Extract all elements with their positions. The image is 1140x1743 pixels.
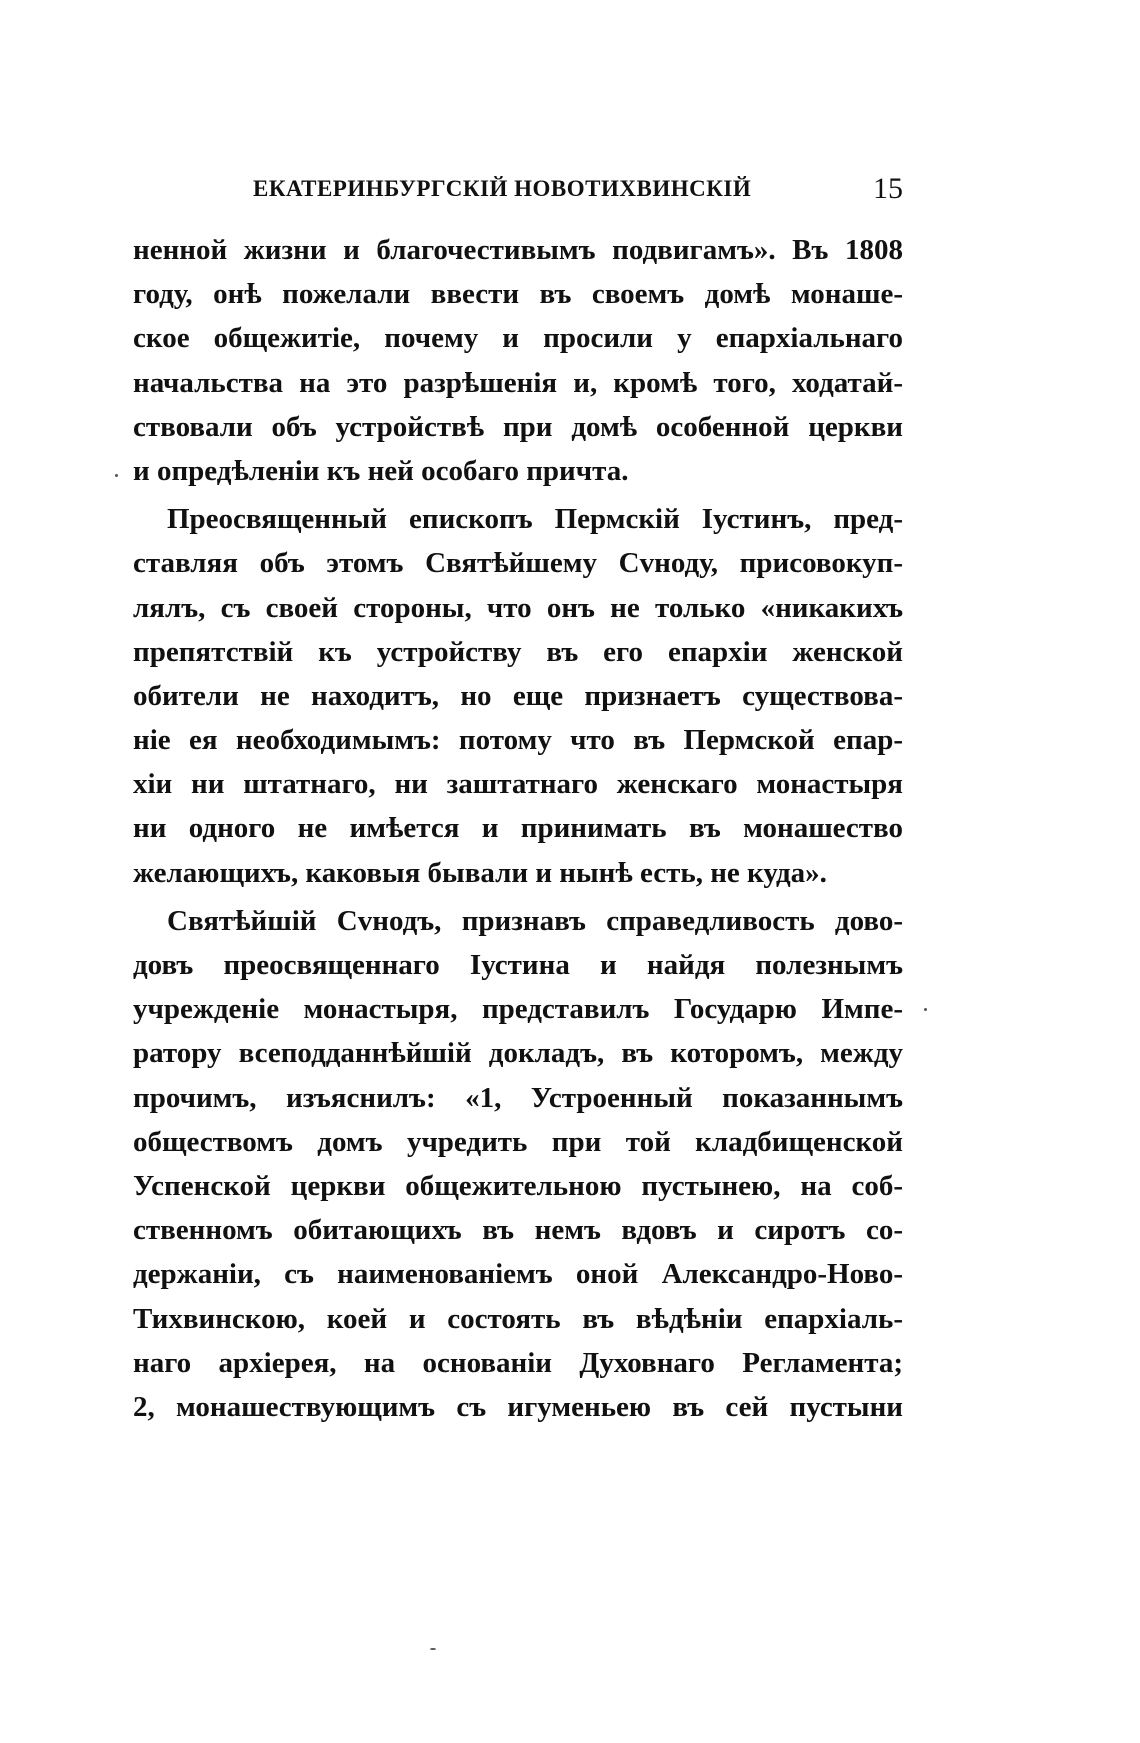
text-line: желающихъ, каковыя бывали и нынѣ есть, не куда». [133, 856, 827, 889]
text-line: ствовали объ устройствѣ при домѣ особенной церкви [133, 410, 903, 443]
text-line: и опредѣленіи къ ней особаго причта. [133, 454, 629, 487]
text-line: препятствій къ устройству въ его епархіи женской [133, 635, 903, 668]
paper-speck [430, 1648, 436, 1650]
text-line: прочимъ, изъяснилъ: «1, Устроенный показаннымъ [133, 1081, 903, 1114]
text-line: Успенской церкви общежительною пустынею, на соб- [133, 1169, 903, 1202]
text-line: ратору всеподданнѣйшій докладъ, въ которомъ, между [133, 1037, 903, 1070]
text-line: хіи ни штатнаго, ни заштатнаго женскаго монастыря [133, 768, 903, 801]
text-line: Святѣйшій Сvнодъ, признавъ справедливость дово- [167, 904, 903, 937]
text-line: Тихвинскою, коей и состоять въ вѣдѣніи епархіаль- [133, 1302, 903, 1335]
paragraph [133, 899, 903, 1429]
text-line: году, онѣ пожелали ввести въ своемъ домѣ монаше- [133, 278, 903, 311]
text-line: 2, монашествующимъ съ игуменьею въ сей пустыни [133, 1390, 903, 1423]
text-line: начальства на это разрѣшенія и, кромѣ того, ходатай- [133, 366, 903, 399]
body-text [133, 228, 903, 1429]
text-line: ненной жизни и благочестивымъ подвигамъ». Въ 1808 [133, 234, 903, 266]
paper-speck [924, 1008, 927, 1011]
paper-speck [115, 474, 118, 477]
running-head [133, 172, 903, 212]
text-line: ственномъ обитающихъ въ немъ вдовъ и сиротъ со- [133, 1214, 903, 1247]
paragraph [133, 497, 903, 895]
text-line: держаніи, съ наименованіемъ оной Александро-Ново- [133, 1258, 903, 1291]
text-line: обители не находитъ, но еще признаетъ существова- [133, 679, 903, 712]
running-title: ЕКАТЕРИНБУРГСКІЙ НОВОТИХВИНСКІЙ [253, 176, 752, 201]
text-line: ніе ея необходимымъ: потому что въ Пермской епар- [133, 724, 903, 757]
text-line: Преосвященный епископъ Пермскій Іустинъ, пред- [167, 503, 903, 536]
text-line: ское общежитіе, почему и просили у епархіальнаго [133, 322, 903, 355]
text-line: ставляя объ этомъ Святѣйшему Сvноду, присовокуп- [133, 547, 903, 580]
paragraph [133, 228, 903, 493]
text-line: обществомъ домъ учредить при той кладбищенской [133, 1125, 903, 1158]
text-line: ни одного не имѣется и принимать въ монашество [133, 812, 903, 845]
text-line: довъ преосвященнаго Іустина и найдя полезнымъ [133, 949, 903, 981]
text-line: учрежденіе монастыря, представилъ Государю Импе- [133, 993, 903, 1026]
text-line: наго архіерея, на основаніи Духовнаго Регламента; [133, 1346, 903, 1379]
text-line: лялъ, съ своей стороны, что онъ не только «никакихъ [133, 591, 903, 624]
page-number: 15 [873, 172, 903, 205]
